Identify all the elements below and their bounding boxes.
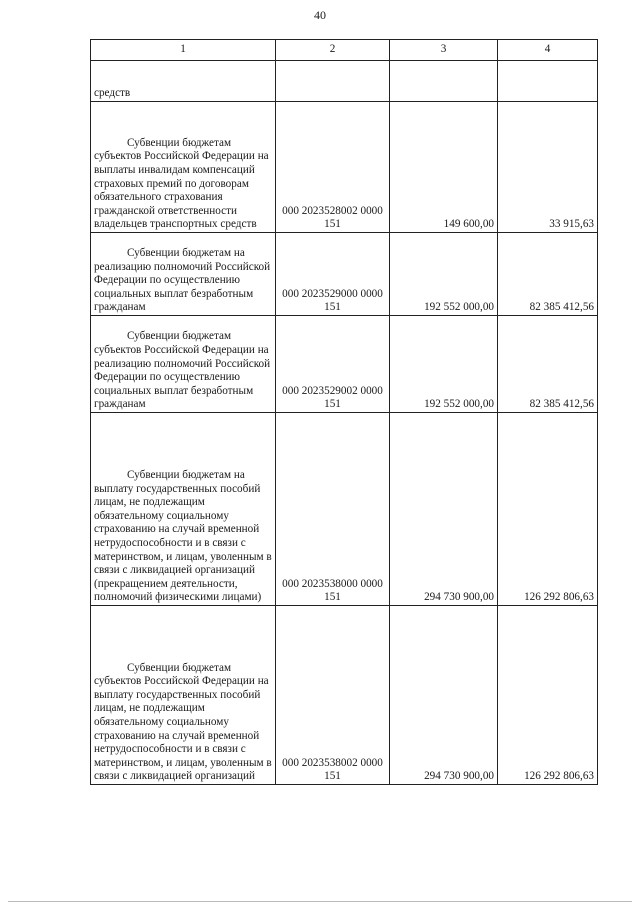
row-plan-value: 192 552 000,00 (390, 233, 498, 316)
row-plan-value: 294 730 900,00 (390, 606, 498, 785)
table-row (91, 233, 598, 316)
row-actual-value: 82 385 412,56 (498, 316, 598, 413)
row-plan-value: 192 552 000,00 (390, 316, 498, 413)
row-code: 000 2023529002 0000 151 (276, 316, 390, 413)
footer-rule (8, 901, 632, 902)
page-number: 40 (314, 8, 326, 22)
empty-cell (498, 61, 598, 102)
row-name: Субвенции бюджетам на выплату государственных пособий лицам, не подлежащим обязательному социальному страхованию на случай временной нетрудоспособности и в связи с материнством, и лицам, уволенным в связи с ликвидацией организаций (прекращением деятельности, полномочий физическими лицами) (94, 469, 272, 604)
table-row (91, 606, 598, 785)
column-header-1: 1 (91, 40, 276, 61)
row-name-cell (91, 413, 276, 606)
empty-cell (276, 61, 390, 102)
column-header-2: 2 (276, 40, 390, 61)
table-row (91, 413, 598, 606)
row-name: Субвенции бюджетам субъектов Российской Федерации на выплаты инвалидам компенсаций страховых премий по договорам обязательного страхования гражданской ответственности владельцев транспортных средств (94, 136, 269, 231)
table-row-continuation (91, 61, 598, 102)
row-plan-value: 294 730 900,00 (390, 413, 498, 606)
continuation-text: средств (91, 61, 276, 102)
column-header-3: 3 (390, 40, 498, 61)
row-plan-value: 149 600,00 (390, 102, 498, 233)
row-name-cell (91, 102, 276, 233)
row-actual-value: 126 292 806,63 (498, 413, 598, 606)
row-name: Субвенции бюджетам на реализацию полномочий Российской Федерации по осуществлению социальных выплат безработным гражданам (94, 247, 271, 314)
empty-cell (390, 61, 498, 102)
row-actual-value: 126 292 806,63 (498, 606, 598, 785)
row-code: 000 2023529000 0000 151 (276, 233, 390, 316)
row-actual-value: 82 385 412,56 (498, 233, 598, 316)
column-header-4: 4 (498, 40, 598, 61)
row-actual-value: 33 915,63 (498, 102, 598, 233)
row-name: Субвенции бюджетам субъектов Российской Федерации на реализацию полномочий Российской Федерации по осуществлению социальных выплат безработным гражданам (94, 330, 271, 411)
table-row (91, 316, 598, 413)
row-name-cell (91, 316, 276, 413)
row-name-cell (91, 233, 276, 316)
table-header-row (91, 40, 598, 61)
row-name-cell (91, 606, 276, 785)
table-row (91, 102, 598, 233)
row-code: 000 2023538000 0000 151 (276, 413, 390, 606)
row-code: 000 2023538002 0000 151 (276, 606, 390, 785)
budget-table (90, 39, 598, 785)
row-code: 000 2023528002 0000 151 (276, 102, 390, 233)
row-name: Субвенции бюджетам субъектов Российской Федерации на выплату государственных пособий лицам, не подлежащим обязательному социальному страхованию на случай временной нетрудоспособности и в связи с материнством, и лицам, уволенным в связи с ликвидацией организаций (94, 661, 272, 783)
